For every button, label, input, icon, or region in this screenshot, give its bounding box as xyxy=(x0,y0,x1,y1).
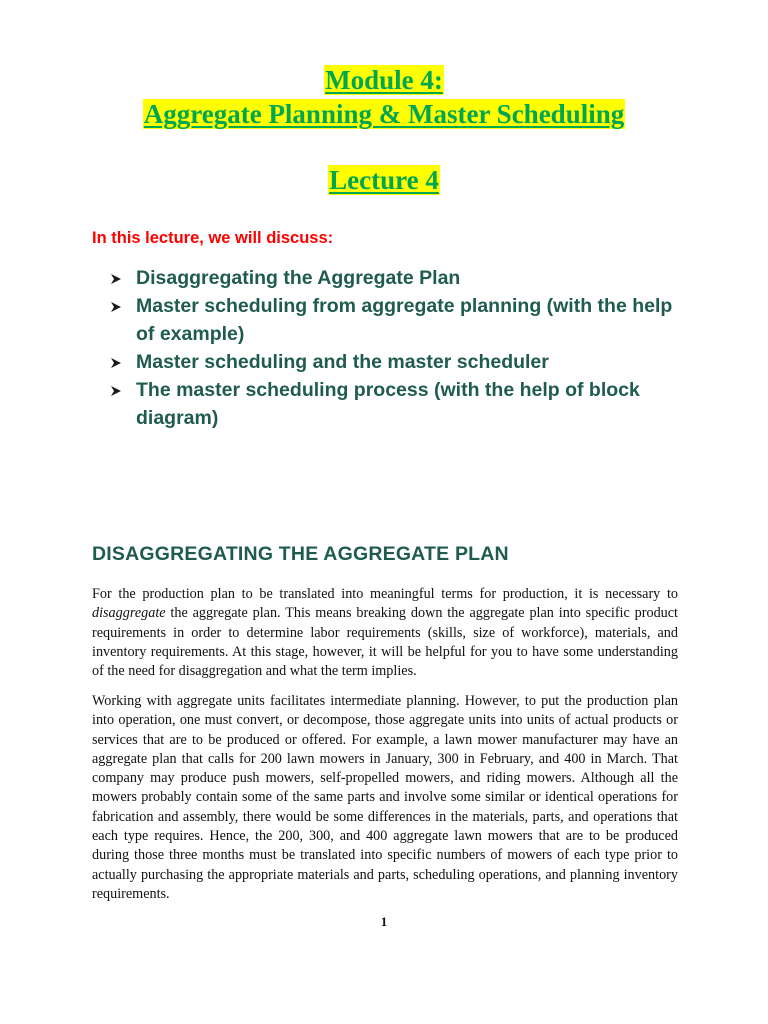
arrowhead-bullet-icon xyxy=(110,357,122,369)
paragraph: Working with aggregate units facilitates intermediate planning. However, to put the production plan into operation, one must convert, or decompose, those aggregate units into units of actual products or services that are to be produced or offered. For example, a lawn mower manufacturer may have an aggregate plan that calls for 200 lawn mowers in January, 300 in February, and 400 in March. That company may produce push mowers, self-propelled mowers, and riding mowers. Although all the mowers probably contain some of the same parts and involve some similar or identical operations for fabrication and assembly, there would be some differences in the materials, parts, and operations that each type requires. Hence, the 200, 300, and 400 aggregate lawn mowers that are to be produced during those three months must be translated into specific numbers of mowers of each type prior to actually purchasing the appropriate materials and parts, scheduling operations, and planning inventory requirements. xyxy=(92,693,678,902)
intro-text: In this lecture, we will discuss: xyxy=(92,229,334,247)
list-item-text: The master scheduling process (with the help of block diagram) xyxy=(136,379,640,429)
page-number: 1 xyxy=(380,914,388,929)
module-label: Module 4: xyxy=(325,65,443,95)
list-item-text: Disaggregating the Aggregate Plan xyxy=(136,267,461,289)
section-heading: DISAGGREGATING THE AGGREGATE PLAN xyxy=(92,543,509,565)
lecture-label: Lecture 4 xyxy=(329,165,439,195)
arrowhead-bullet-icon xyxy=(110,273,122,285)
topic-list xyxy=(110,264,690,432)
arrowhead-bullet-icon xyxy=(110,385,122,397)
paragraph-text: For the production plan to be translated into meaningful terms for production, it is necessary to xyxy=(92,586,678,602)
lecture-title-line xyxy=(0,167,768,194)
emphasized-term: disaggregate xyxy=(92,605,166,622)
module-title-line xyxy=(0,67,768,94)
document-title-line xyxy=(0,101,768,128)
list-item xyxy=(110,264,690,292)
list-item xyxy=(110,376,690,432)
paragraph xyxy=(92,585,678,681)
document-title: Aggregate Planning & Master Scheduling xyxy=(143,99,625,129)
paragraph-text: the aggregate plan. This means breaking down the aggregate plan into specific product requirements in order to determine labor requirements (skills, size of workforce), materials, and inventory requirements. At this stage, however, it will be helpful for you to have some understanding of the need for disaggregation and what the term implies. xyxy=(92,605,678,680)
list-item xyxy=(110,348,690,376)
list-item xyxy=(110,292,690,348)
arrowhead-bullet-icon xyxy=(110,301,122,313)
list-item-text: Master scheduling and the master scheduler xyxy=(136,351,549,373)
list-item-text: Master scheduling from aggregate planning (with the help of example) xyxy=(136,295,673,345)
